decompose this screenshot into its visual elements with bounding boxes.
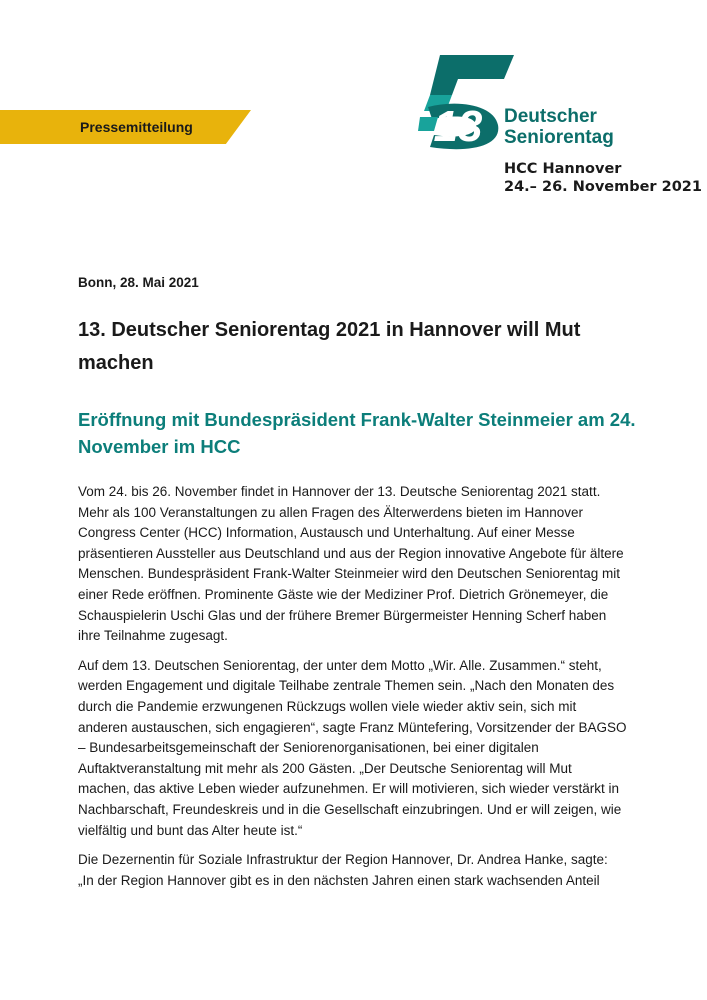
logo-title-line1: Deutscher xyxy=(504,106,597,127)
logo-mark-icon xyxy=(418,55,514,151)
logo-dates: 24.– 26. November 2021 xyxy=(504,179,702,195)
headline: 13. Deutscher Seniorentag 2021 in Hannover will Mut machen xyxy=(78,319,581,374)
press-release-label: Pressemitteilung xyxy=(80,119,193,135)
logo-venue: HCC Hannover xyxy=(504,161,622,177)
article-paragraph: Vom 24. bis 26. November findet in Hannover der 13. Deutsche Seniorentag 2021 statt. Mehr als 100 Veranstaltungen zu allen Fragen des Älterwerdens bieten im Hannover Congress Center (HCC) Information, Austausch und Unterhaltung. Auf einer Messe präsentieren Aussteller aus Deutschland und aus der Region innovative Angebote für ältere Menschen. Bundespräsident Frank-Walter Steinmeier wird den Deutschen Seniorentag mit einer Rede eröffnen. Prominente Gäste wie der Mediziner Prof. Dietrich Grönemeyer, die Schauspielerin Uschi Glas und der frühere Bremer Bürgermeister Henning Scherf haben ihre Teilnahme zugesagt. xyxy=(78,484,624,644)
logo-title xyxy=(504,106,614,148)
article-paragraph: Auf dem 13. Deutschen Seniorentag, der unter dem Motto „Wir. Alle. Zusammen.“ steht, werden Engagement und digitale Teilhabe zentrale Themen sein. „Nach den Monaten des durch die Pandemie erzwungenen Rückzugs wollen viele wieder aktiv sein, sich mit anderen austauschen, sich engagieren“, sagte Franz Müntefering, Vorsitzender der BAGSO – Bundesarbeitsgemeinschaft der Seniorenorganisationen, bei einer digitalen Auftaktveranstaltung mit mehr als 200 Gästen. „Der Deutsche Seniorentag will Mut machen, das aktive Leben wieder aufzunehmen. Er will motivieren, sich wieder verstärkt in Nachbarschaft, Freundeskreis und in die Gesellschaft einzubringen. Und er will zeigen, wie vielfältig und bunt das Alter heute ist.“ xyxy=(78,657,627,838)
seniorentag-logo xyxy=(418,55,514,151)
article-paragraph: Die Dezernentin für Soziale Infrastruktur der Region Hannover, Dr. Andrea Hanke, sagte: „In der Region Hannover gibt es in den nächsten Jahren einen stark wachsenden Anteil xyxy=(78,852,608,888)
logo-title-line2: Seniorentag xyxy=(504,127,614,148)
subheadline: Eröffnung mit Bundespräsident Frank-Walter Steinmeier am 24. November im HCC xyxy=(78,409,636,457)
dateline: Bonn, 28. Mai 2021 xyxy=(78,275,199,290)
logo-number: 13 xyxy=(433,102,483,151)
logo-event-info xyxy=(504,160,702,196)
article-body xyxy=(78,482,627,900)
